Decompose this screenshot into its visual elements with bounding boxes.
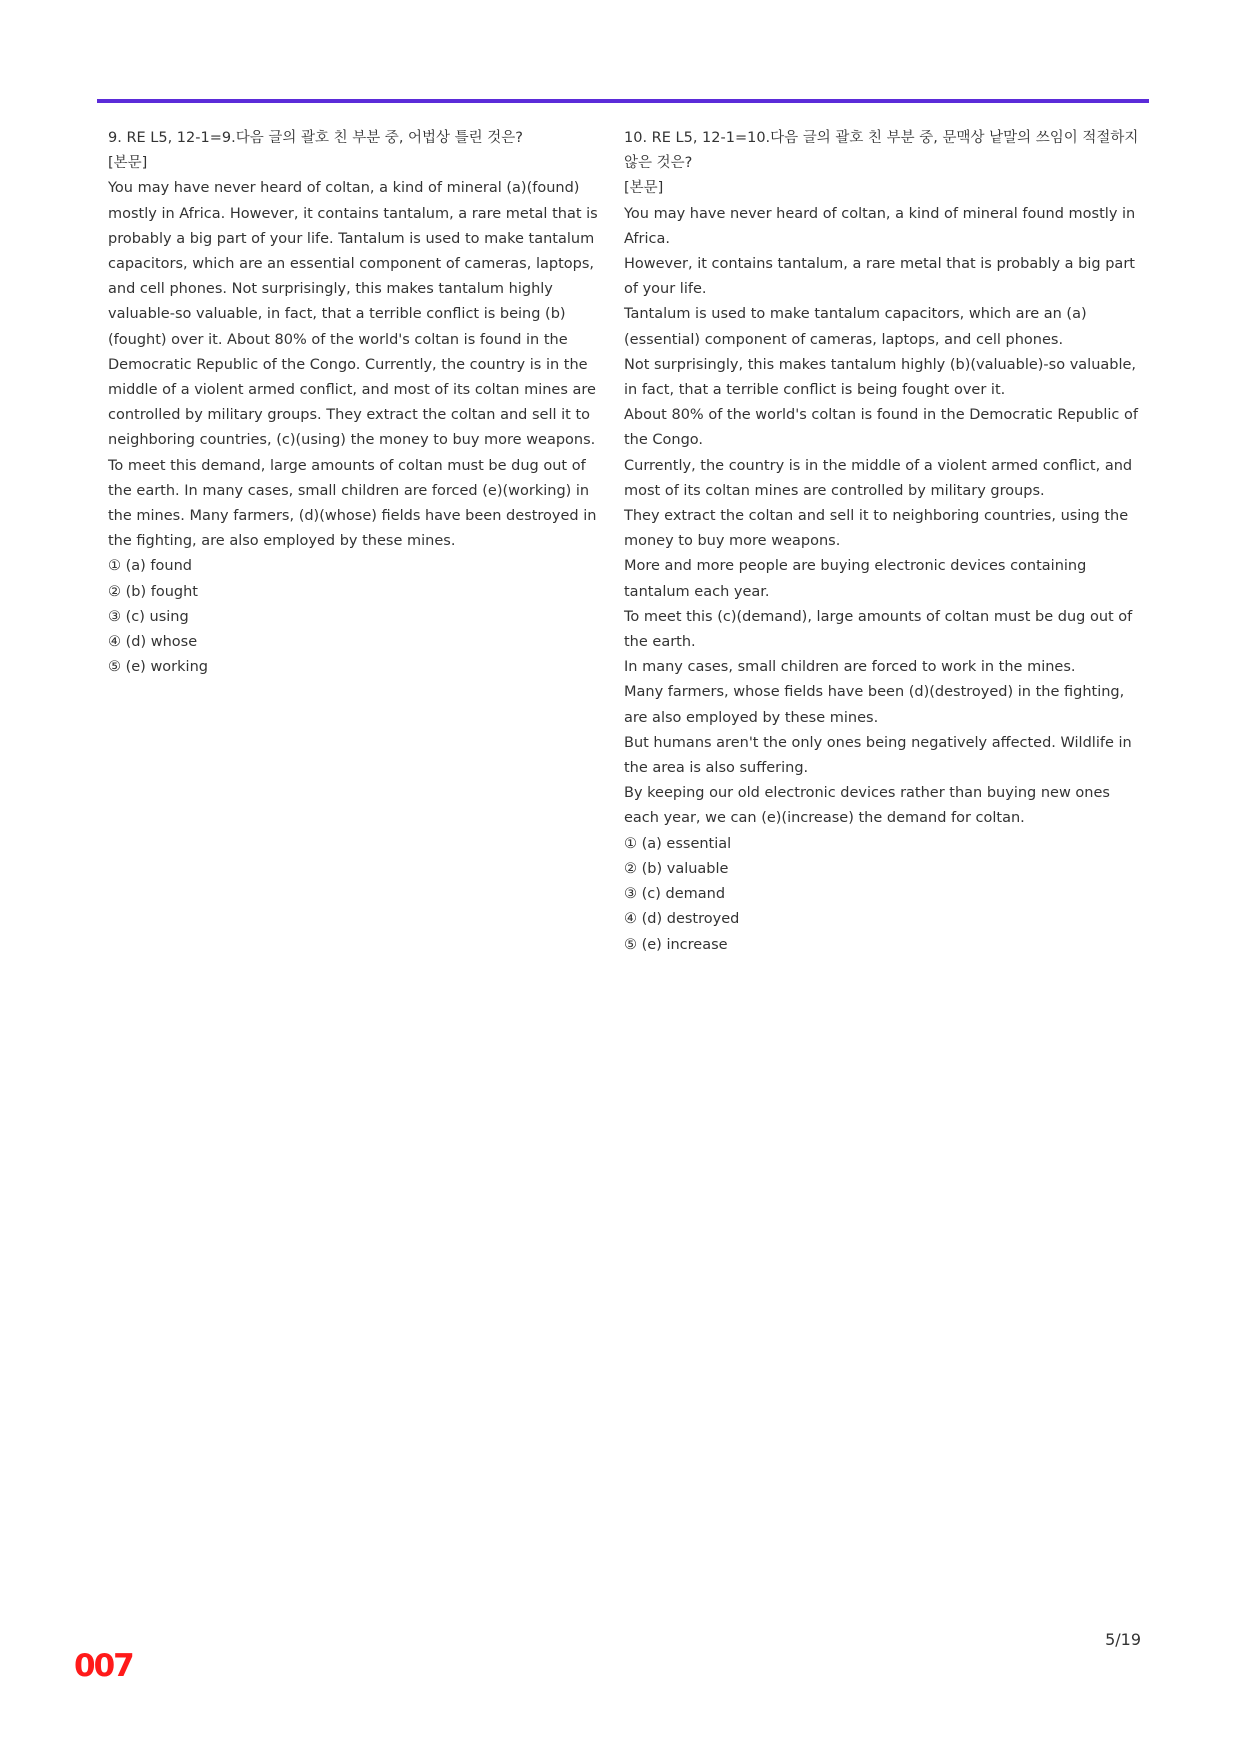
choice-item[interactable]: ⑤ (e) increase: [624, 936, 728, 953]
passage-line: About 80% of the world's coltan is found in the Democratic Republic of the Congo.: [624, 407, 1138, 449]
question-10-label: [본문]: [624, 180, 664, 197]
passage-line: You may have never heard of coltan, a kind of mineral found mostly in Africa.: [624, 205, 1136, 247]
passage-line: To meet this (c)(demand), large amounts of coltan must be dug out of the earth.: [624, 608, 1133, 651]
passage-line: However, it contains tantalum, a rare metal that is probably a big part of your life.: [624, 256, 1135, 298]
choice-item[interactable]: ① (a) found: [108, 558, 192, 575]
question-9: [108, 126, 610, 680]
passage-line: Not surprisingly, this makes tantalum highly (b)(valuable)-so valuable, in fact, that a terrible conflict is being fought over it.: [624, 356, 1137, 399]
question-9-passage: You may have never heard of coltan, a kind of mineral (a)(found) mostly in Africa. However, it contains tantalum, a rare metal that is probably a big part of your life. Tantalum is used to make tantalum capacitors, which are an essential component of cameras, laptops, and cell phones. Not surprisingly, this makes tantalum highly valuable-so valuable, in fact, that a terrible conflict is being (b)(fought) over it. About 80% of the world's coltan is found in the Democratic Republic of the Congo. Currently, the country is in the middle of a violent armed conflict, and most of its coltan mines are controlled by military groups. They extract the coltan and sell it to neighboring countries, (c)(using) the money to buy more weapons. To meet this demand, large amounts of coltan must be dug out of the earth. In many cases, small children are forced (e)(working) in the mines. Many farmers, (d)(whose) fields have been destroyed in the fighting, are also employed by these mines.: [108, 180, 598, 550]
footer-code: 007: [74, 1648, 133, 1684]
choice-item[interactable]: ④ (d) whose: [108, 634, 198, 651]
page-number: 5/19: [1105, 1630, 1141, 1649]
question-10-choices: [624, 832, 1144, 958]
question-9-label: [본문]: [108, 155, 148, 172]
passage-line: More and more people are buying electronic devices containing tantalum each year.: [624, 558, 1087, 600]
passage-line: Currently, the country is in the middle of a violent armed conflict, and most of its coltan mines are controlled by military groups.: [624, 457, 1133, 499]
passage-line: But humans aren't the only ones being negatively affected. Wildlife in the area is also suffering.: [624, 734, 1132, 777]
question-9-title: 9. RE L5, 12-1=9.다음 글의 괄호 친 부분 중, 어법상 틀린 것은?: [108, 130, 523, 146]
choice-item[interactable]: ① (a) essential: [624, 835, 732, 852]
choice-item[interactable]: ② (b) valuable: [624, 860, 729, 877]
choice-item[interactable]: ② (b) fought: [108, 583, 198, 600]
passage-line: In many cases, small children are forced to work in the mines.: [624, 659, 1076, 676]
top-rule: [97, 99, 1149, 103]
question-9-choices: [108, 554, 610, 680]
question-10: [624, 126, 1144, 958]
choice-item[interactable]: ③ (c) demand: [624, 886, 726, 903]
question-10-title: 10. RE L5, 12-1=10.다음 글의 괄호 친 부분 중, 문맥상 낱말의 쓰임이 적절하지 않은 것은?: [624, 130, 1139, 172]
passage-line: Tantalum is used to make tantalum capacitors, which are an (a)(essential) component of cameras, laptops, and cell phones.: [624, 306, 1087, 348]
choice-item[interactable]: ④ (d) destroyed: [624, 911, 740, 928]
passage-line: By keeping our old electronic devices rather than buying new ones each year, we can (e)(increase) the demand for coltan.: [624, 785, 1110, 827]
choice-item[interactable]: ③ (c) using: [108, 608, 189, 625]
choice-item[interactable]: ⑤ (e) working: [108, 659, 208, 676]
passage-line: Many farmers, whose fields have been (d)(destroyed) in the fighting, are also employed by these mines.: [624, 684, 1125, 726]
passage-line: They extract the coltan and sell it to neighboring countries, using the money to buy more weapons.: [624, 508, 1129, 550]
